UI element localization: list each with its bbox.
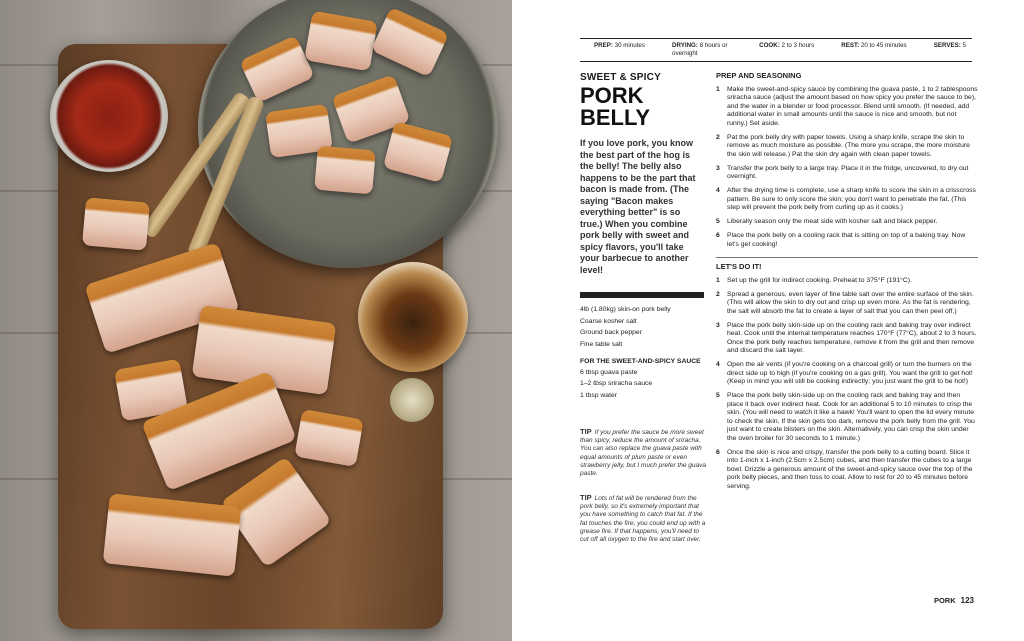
sauce-heading: FOR THE SWEET-AND-SPICY SAUCE	[580, 358, 701, 365]
ingredient: Fine table salt	[580, 340, 623, 348]
prep-step: 3 Transfer the pork belly to a large tray. Place it in the fridge, uncovered, to dry out overnight.	[716, 164, 969, 180]
tip-box: TIP Lots of fat will be rendered from the pork belly, so it's extremely important that you have something to catch that fat. If the fat touches the fire, you could end up with a grease fire. If that happens, you'll need to cut off all oxygen to the fire and start over.	[580, 493, 706, 544]
prep-step: 6 Place the pork belly on a cooling rack that is sitting on top of a baking tray. Now let's get cooking!	[716, 232, 966, 248]
cook-step: 3 Place the pork belly skin-side up on the cooling rack and baking tray over indirect heat. Cook until the internal temperature reaches 170°F (77°C), about 2 to 3 hours. Once the pork belly reaches temperature, remove it from the grill and then remove and discard the salt layer.	[716, 321, 977, 354]
cook-step: 5 Place the pork belly skin-side up on the cooling rack and baking tray and then place it back over indirect heat. Cook for an additional 5 to 10 minutes to crisp the skin. (You will need to watch it like a hawk! You'll want to open the lid every minute to check the skin. If the skin gets too dark, remove the pork belly from the grill. You just want to create blisters on the skin. Alternatively, you can crisp the skin under the oven broiler for 30 seconds to 1 minute.)	[716, 392, 975, 442]
ingredient: 6 tbsp guava paste	[580, 368, 638, 376]
prep-step: 4 After the drying time is complete, use a sharp knife to score the skin in a crisscross pattern. Be sure to only score the skin; you don't want to penetrate the fat. (This step will prevent the pork belly from curling up as it cooks.)	[716, 187, 976, 211]
ingredient: Coarse kosher salt	[580, 317, 637, 325]
drying-time: DRYING: 8 hours or overnight	[672, 42, 728, 57]
cook-step: 4 Open the air vents (if you're cooking on a charcoal grill) or turn the burners on the direct side up to high (if you're cooking on a gas grill). You want the grill to get hot! (Keep in mind you will still be cooking indirectly; you just want the grill to be hot!)	[716, 361, 973, 385]
beer-glass	[358, 262, 468, 372]
cook-step: 2 Spread a generous, even layer of fine table salt over the entire surface of the skin. (This will allow the skin to dry out and crisp up even more. As the fat is rendering, the salt will absorb the fat to create a layer of salt that you can then peel off.)	[716, 290, 974, 315]
bottle-cap	[390, 378, 434, 422]
page-folio: PORK 123	[933, 596, 974, 605]
rest-time: REST: 20 to 45 minutes	[841, 42, 907, 49]
section-rule	[716, 257, 978, 258]
cook-time: COOK: 2 to 3 hours	[759, 42, 815, 49]
ingredient: 4lb (1.80kg) skin-on pork belly	[580, 306, 671, 313]
cook-heading: LET'S DO IT!	[716, 262, 762, 271]
method-column	[716, 72, 978, 497]
prep-step: 2 Pat the pork belly dry with paper towels. Using a sharp knife, scrape the skin to remove as much moisture as possible. (The more you scrape, the more moisture the skin will release.) Pat the skin dry again with clean paper towels.	[716, 133, 970, 158]
recipe-title: PORK BELLY	[580, 83, 651, 130]
ingredient: 1–2 tbsp sriracha sauce	[580, 380, 653, 387]
ingredients-list	[580, 304, 704, 401]
section-divider	[580, 292, 704, 298]
cook-step: 6 Once the skin is nice and crispy, transfer the pork belly to a cutting board. Slice it into 1-inch x 1-inch (2.5cm x 2.5cm) cubes, and then transfer the cubes to a large bowl. Drizzle a generous amount of the sweet-and-spicy sauce over the top of the pork belly pieces, and then toss to coat. Allow to rest for 20 to 45 minutes before serving.	[716, 448, 973, 490]
recipe-meta-bar	[580, 38, 972, 62]
prep-heading: PREP AND SEASONING	[716, 71, 802, 80]
ingredient: 1 tbsp water	[580, 391, 618, 399]
sauce-bowl	[50, 60, 168, 172]
recipe-page	[512, 0, 1024, 641]
cook-step: 1 Set up the grill for indirect cooking. Preheat to 375°F (191°C).	[716, 276, 912, 284]
tip-box: TIP If you prefer the sauce be more sweet than spicy, reduce the amount of sriracha. You can also replace the guava paste with equal amounts of plum paste or even strawberry jelly, but I much prefer the guava paste.	[580, 427, 706, 478]
prep-step: 1 Make the sweet-and-spicy sauce by combining the guava paste, 1 to 2 tablespoons sriracha sauce (adjust the amount based on how spicy you prefer the sauce to be), and the water in a blender or food processor. Blend until smooth. (If needed, add additional water in small amounts until the sauce is nice and smooth, but not runny.) Set aside.	[716, 85, 978, 127]
prep-time: PREP: 30 minutes	[594, 42, 645, 49]
recipe-intro-column	[580, 72, 704, 276]
ingredient: Ground back pepper	[580, 329, 642, 336]
recipe-kicker: SWEET & SPICY	[580, 72, 661, 83]
prep-step: 5 Liberally season only the meat side with kosher salt and black pepper.	[716, 218, 938, 225]
serves: SERVES: 5	[933, 42, 966, 49]
recipe-intro: If you love pork, you know the best part of the hog is the belly! The belly also happens to be the part that bacon is made from. (The saying "Bacon makes everything better" is so true.) When you combine pork belly with sweet and spicy flavors, you'll take your barbecue to another level!	[580, 138, 696, 275]
